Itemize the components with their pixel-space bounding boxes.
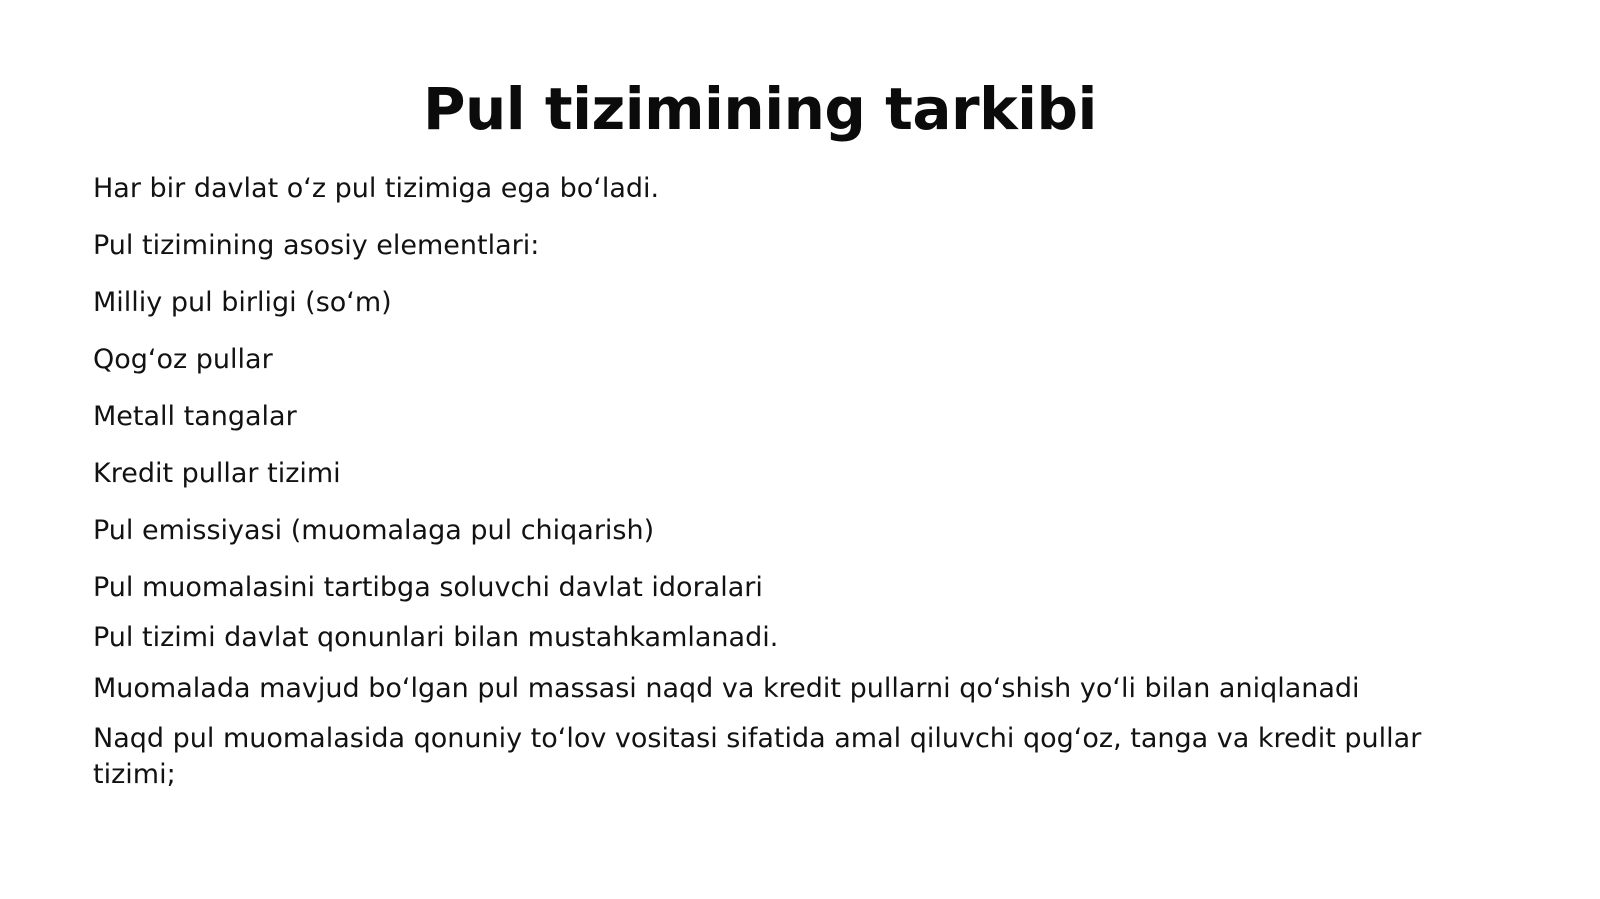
- body-line: Kredit pullar tizimi: [93, 458, 341, 489]
- body-line: Pul emissiyasi (muomalaga pul chiqarish): [93, 515, 655, 546]
- body-line: Qog‘oz pullar: [93, 344, 273, 375]
- body-line: Metall tangalar: [93, 401, 297, 432]
- body-line: Naqd pul muomalasida qonuniy to‘lov vositasi sifatida amal qiluvchi qog‘oz, tanga va kredit pullar tizimi;: [93, 723, 1422, 790]
- slide-title: Pul tizimining tarkibi: [423, 75, 1097, 143]
- body-line: Milliy pul birligi (so‘m): [93, 287, 392, 318]
- body-line: Pul tizimi davlat qonunlari bilan mustahkamlanadi.: [93, 622, 779, 653]
- body-line: Pul muomalasini tartibga soluvchi davlat idoralari: [93, 572, 763, 603]
- body-line: Pul tizimining asosiy elementlari:: [93, 230, 540, 261]
- body-line: Muomalada mavjud bo‘lgan pul massasi naqd va kredit pullarni qo‘shish yo‘li bilan aniqlanadi: [93, 673, 1360, 704]
- body-line: Har bir davlat o‘z pul tizimiga ega bo‘ladi.: [93, 173, 660, 204]
